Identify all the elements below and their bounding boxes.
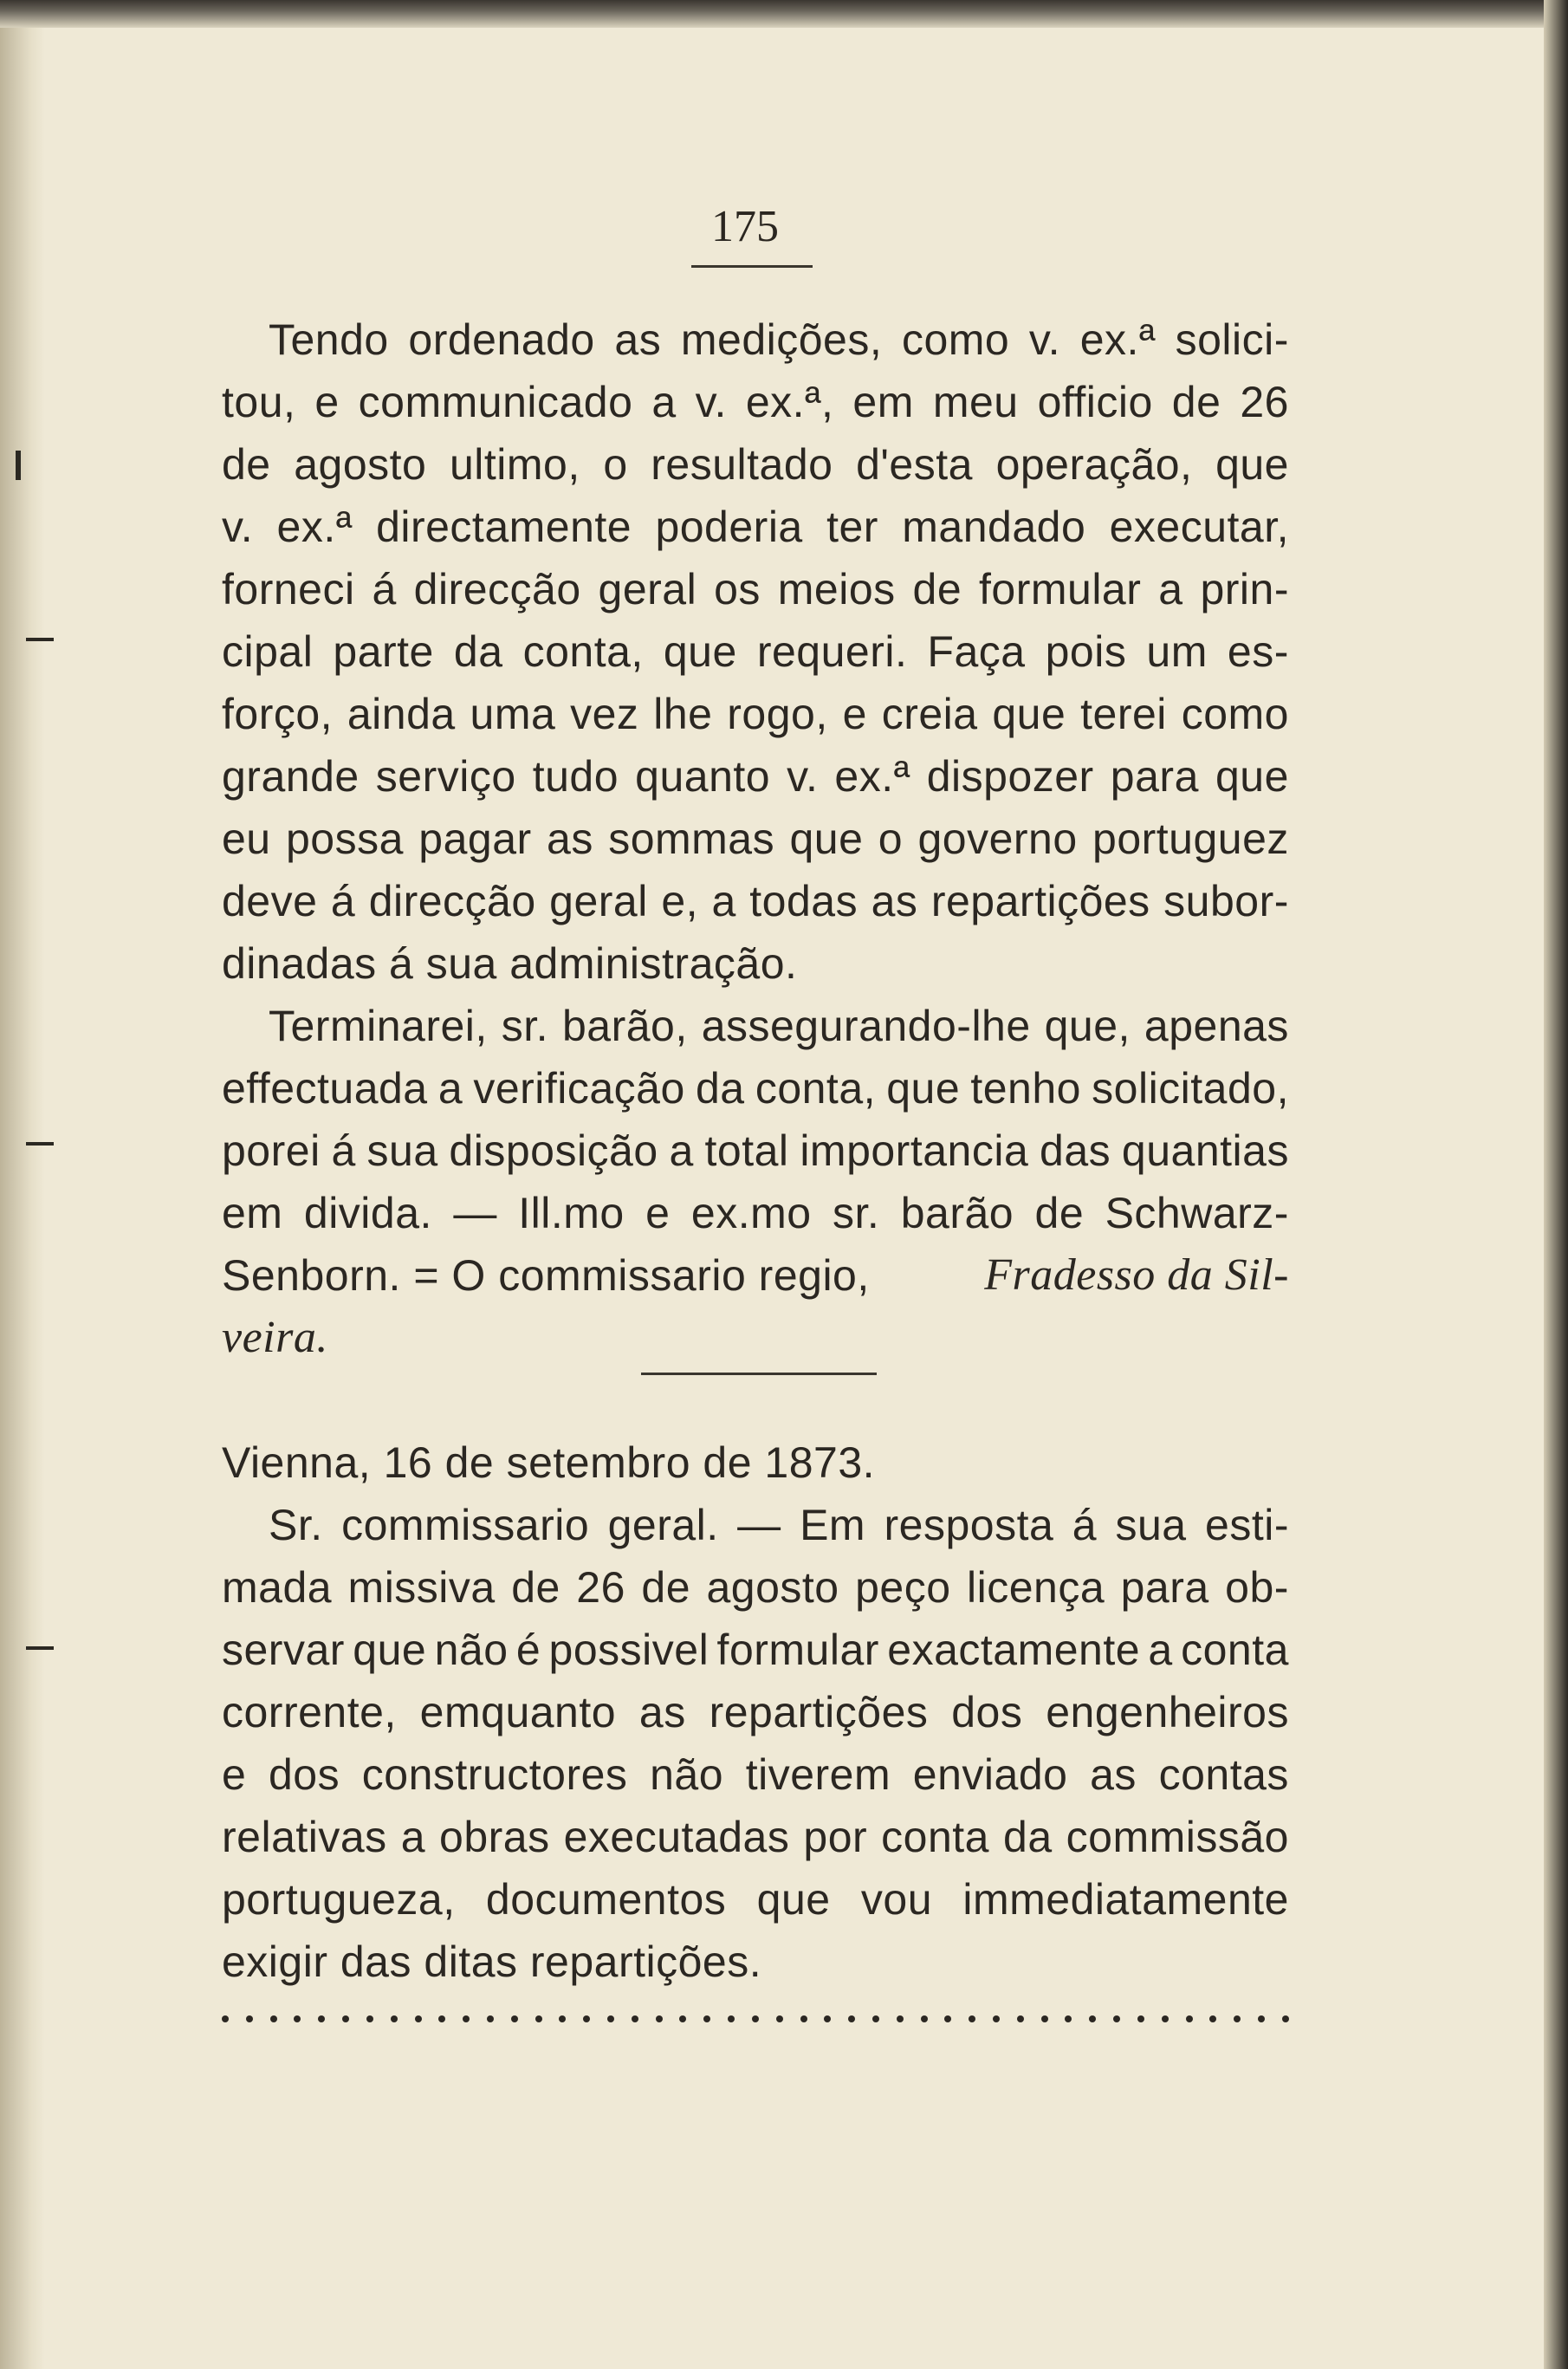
leader-dot [583,2015,590,2022]
margin-mark [26,1646,54,1650]
text-segment: Senborn. = O commissario regio, [222,1251,870,1300]
leader-dot [487,2015,494,2022]
leader-dot [559,2015,566,2022]
leader-dot [1162,2015,1169,2022]
leader-dot [438,2015,445,2022]
leader-dot [1065,2015,1072,2022]
text-line [222,1307,1289,1369]
leader-dot [1258,2015,1265,2022]
text-line [222,1244,1289,1307]
leader-dot [391,2015,398,2022]
text-line: exigir das ditas repartições. [222,1937,762,1986]
leader-dot [342,2015,349,2022]
text-line: deve á direcção geral e, a todas as repartições subor- [222,877,1289,925]
leader-dot [270,2015,277,2022]
leader-dot [318,2015,325,2022]
leader-dot [728,2015,735,2022]
leader-dot [800,2015,807,2022]
text-line: Sr. commissario geral. — Em resposta á sua esti- [269,1501,1289,1549]
leader-dot [632,2015,638,2022]
leader-dot [463,2015,470,2022]
leader-dot [776,2015,783,2022]
paragraph-2 [222,995,1289,1369]
leader-dot [897,2015,904,2022]
leader-dot [1089,2015,1096,2022]
leader-dot [824,2015,831,2022]
leader-dot [656,2015,663,2022]
signature-name: Fradesso da Sil- [984,1250,1289,1300]
leader-dot [1137,2015,1144,2022]
text-line: forço, ainda uma vez lhe rogo, e creia que terei como [222,690,1289,738]
leader-dot [993,2015,1000,2022]
text-line: corrente, emquanto as repartições dos engenheiros [222,1688,1289,1736]
text-line: forneci á direcção geral os meios de formular a prin- [222,565,1289,613]
text-line: Terminarei, sr. barão, assegurando-lhe que, apenas [269,1002,1289,1050]
ellipsis-dot-leader [222,2002,1289,2036]
leader-dot [294,2015,301,2022]
binding-gutter [0,28,45,2369]
leader-dot [1186,2015,1193,2022]
leader-dot [535,2015,542,2022]
text-line: e dos constructores não tiverem enviado as contas [222,1750,1289,1799]
leader-dot [703,2015,710,2022]
leader-dot [752,2015,759,2022]
leader-dot [222,2015,229,2022]
leader-dot [366,2015,373,2022]
leader-dot [1041,2015,1048,2022]
page-number: 175 [711,202,779,251]
leader-dot [1282,2015,1289,2022]
text-line: dinadas á sua administração. [222,939,798,988]
text-line: portugueza, documentos que vou immediatamente [222,1875,1289,1924]
text-line: mada missiva de 26 de agosto peço licença para ob- [222,1563,1289,1612]
leader-dot [921,2015,928,2022]
leader-dot [1017,2015,1024,2022]
margin-mark [16,451,21,480]
page-top-edge [0,0,1568,28]
leader-dot [969,2015,975,2022]
page-right-edge [1544,0,1568,2369]
text-line: porei á sua disposição a total importancia das quantias [222,1126,1289,1175]
text-line: cipal parte da conta, que requeri. Faça pois um es- [222,627,1289,676]
dateline: Vienna, 16 de setembro de 1873. [222,1438,876,1487]
leader-dot [415,2015,422,2022]
leader-dot [872,2015,879,2022]
leader-dot [607,2015,614,2022]
text-line: em divida. — Ill.mo e ex.mo sr. barão de Schwarz- [222,1189,1289,1237]
text-line: relativas a obras executadas por conta da commissão [222,1813,1289,1861]
leader-dot [1234,2015,1241,2022]
leader-dot [511,2015,518,2022]
leader-dot [944,2015,951,2022]
leader-dot [246,2015,253,2022]
margin-mark [26,638,54,641]
leader-dot [1209,2015,1216,2022]
signature-name-end: veira. [222,1313,328,1362]
leader-dot [848,2015,855,2022]
text-line: tou, e communicado a v. ex.ª, em meu officio de 26 [222,378,1289,426]
header-rule [691,265,813,268]
margin-mark [26,1142,54,1146]
text-line: grande serviço tudo quanto v. ex.ª dispozer para que [222,752,1289,801]
text-line: v. ex.ª directamente poderia ter mandado executar, [222,503,1289,551]
text-line: Tendo ordenado as medições, como v. ex.ª solici- [269,315,1289,364]
section-rule [641,1373,877,1375]
text-line: de agosto ultimo, o resultado d'esta operação, que [222,440,1289,489]
text-line: eu possa pagar as sommas que o governo portuguez [222,815,1289,863]
leader-dot [679,2015,686,2022]
leader-dot [1113,2015,1120,2022]
paragraph-1 [222,308,1289,995]
letter-2 [222,1431,1289,1993]
text-line: servar que não é possivel formular exactamente a conta [222,1626,1289,1674]
text-line: effectuada a verificação da conta, que tenho solicitado, [222,1064,1289,1113]
